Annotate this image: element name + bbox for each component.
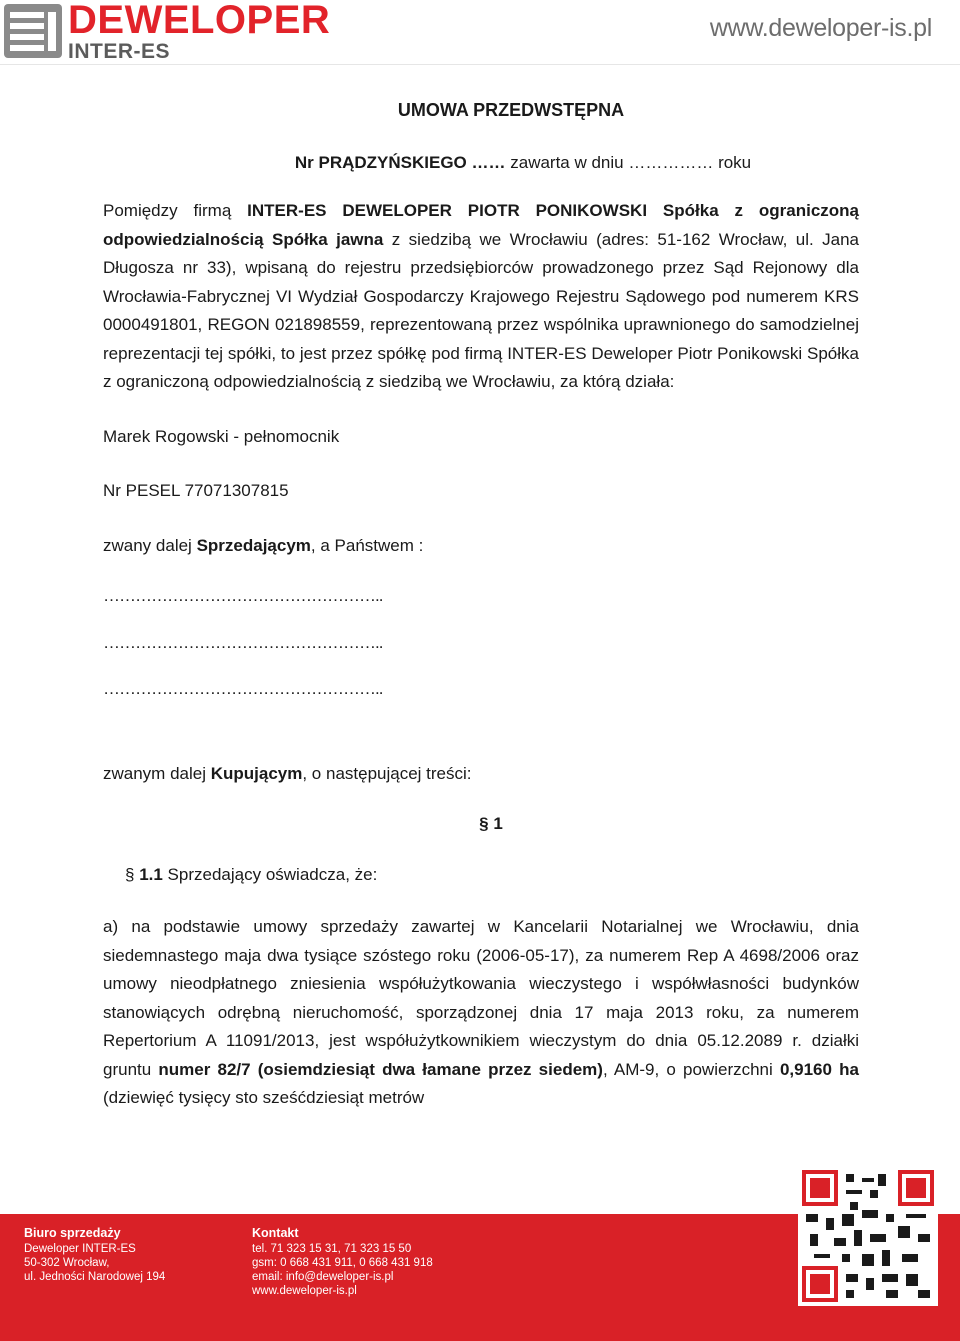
contact-email-link[interactable]: email: info@deweloper-is.pl xyxy=(252,1271,394,1283)
contract-number-line xyxy=(103,149,859,178)
company-logo-text xyxy=(68,0,330,62)
qr-code-icon xyxy=(798,1166,938,1306)
subsection-number: 1.1 xyxy=(139,864,163,884)
contact-gsm: gsm: 0 668 431 911, 0 668 431 918 xyxy=(252,1257,433,1269)
header-divider xyxy=(0,64,960,65)
contract-date: zawarta w dniu …………… roku xyxy=(510,152,752,172)
buyer-placeholder-line: …………………………………………….. xyxy=(103,632,383,652)
section-heading: § 1 xyxy=(479,814,503,833)
contact-info xyxy=(252,1226,433,1298)
buyer-placeholder-line: …………………………………………….. xyxy=(103,586,383,605)
plot-area: 0,9160 ha xyxy=(779,1059,859,1079)
page-header xyxy=(0,0,960,64)
sales-office-line: ul. Jedności Narodowej 194 xyxy=(24,1271,166,1283)
contract-number: Nr PRĄDZYŃSKIEGO …… xyxy=(294,152,506,172)
plot-number: numer 82/7 (osiemdziesiąt dwa łamane przez siedem) xyxy=(158,1059,603,1079)
seller-term: Sprzedającym xyxy=(196,535,311,555)
company-logo-icon xyxy=(4,4,62,63)
document-title: UMOWA PRZEDWSTĘPNA xyxy=(397,100,625,120)
buyer-line: zwanym dalej Kupującym, o następującej treści: xyxy=(103,763,472,783)
brand-subname: INTER-ES xyxy=(68,40,171,63)
sales-office-info xyxy=(24,1226,165,1284)
sales-office-heading: Biuro sprzedaży xyxy=(24,1226,121,1240)
parties-paragraph: Pomiędzy firmą INTER-ES DEWELOPER PIOTR PONIKOWSKI Spółka z ograniczoną odpowiedzialnością Spółka jawna z siedzibą we Wrocławiu (adres: 51-162 Wrocław, ul. Jana Długosza nr 33), wpisaną do rejestru przedsiębiorców prowadzonego przez Sąd Rejonowy dla Wrocławia-Fabrycznej VI Wydział Gospodarczy Krajowego Rejestru Sądowego pod numerem KRS 0000491801, REGON 021898559, reprezentowaną przez wspólnika uprawnionego do samodzielnej reprezentacji tej spółki, to jest przez spółkę pod firmą INTER-ES Deweloper Piotr Ponikowski Spółka z ograniczoną odpowiedzialnością z siedzibą we Wrocławiu, za którą działa: xyxy=(103,201,860,391)
contact-website-link[interactable]: www.deweloper-is.pl xyxy=(252,1285,357,1297)
seller-line: zwany dalej Sprzedającym, a Państwem : xyxy=(103,535,424,555)
brand-name: DEWELOPER xyxy=(68,0,331,42)
pesel-number: Nr PESEL 77071307815 xyxy=(103,481,289,500)
company-name: INTER-ES DEWELOPER PIOTR PONIKOWSKI Spółka z ograniczoną odpowiedzialnością Spółka jawna xyxy=(103,201,859,249)
representative: Marek Rogowski - pełnomocnik xyxy=(103,426,340,446)
buyer-placeholder-line: …………………………………………….. xyxy=(103,679,383,698)
buyer-term: Kupującym xyxy=(210,763,303,783)
contact-phone: tel. 71 323 15 31, 71 323 15 50 xyxy=(252,1243,412,1255)
sales-office-line: 50-302 Wrocław, xyxy=(24,1257,110,1269)
contract-document xyxy=(103,96,859,1113)
contact-heading: Kontakt xyxy=(252,1226,299,1240)
clause-a-paragraph: a) na podstawie umowy sprzedaży zawartej w Kancelarii Notarialnej we Wrocławiu, dnia siedemnastego maja dwa tysiące szóstego roku (2006-05-17), za numerem Rep A 4698/2006 oraz umowy nieodpłatnego zniesienia współużytkowania wieczystego i współwłasności budynków stanowiących odrębną nieruchomość, sporządzonej dnia 17 maja 2013 roku, za numerem Repertorium A 11091/2013, jest współużytkownikiem wieczystym do dnia 05.12.2089 r. działki gruntu numer 82/7 (osiemdziesiąt dwa łamane przez siedem), AM-9, o powierzchni 0,9160 ha (dziewięć tysięcy sto sześćdziesiąt metrów xyxy=(103,917,859,1107)
sales-office-line: Deweloper INTER-ES xyxy=(24,1243,136,1255)
subsection-heading: § 1.1 Sprzedający oświadcza, że: xyxy=(125,864,378,884)
header-website-link[interactable]: www.deweloper-is.pl xyxy=(709,14,932,42)
